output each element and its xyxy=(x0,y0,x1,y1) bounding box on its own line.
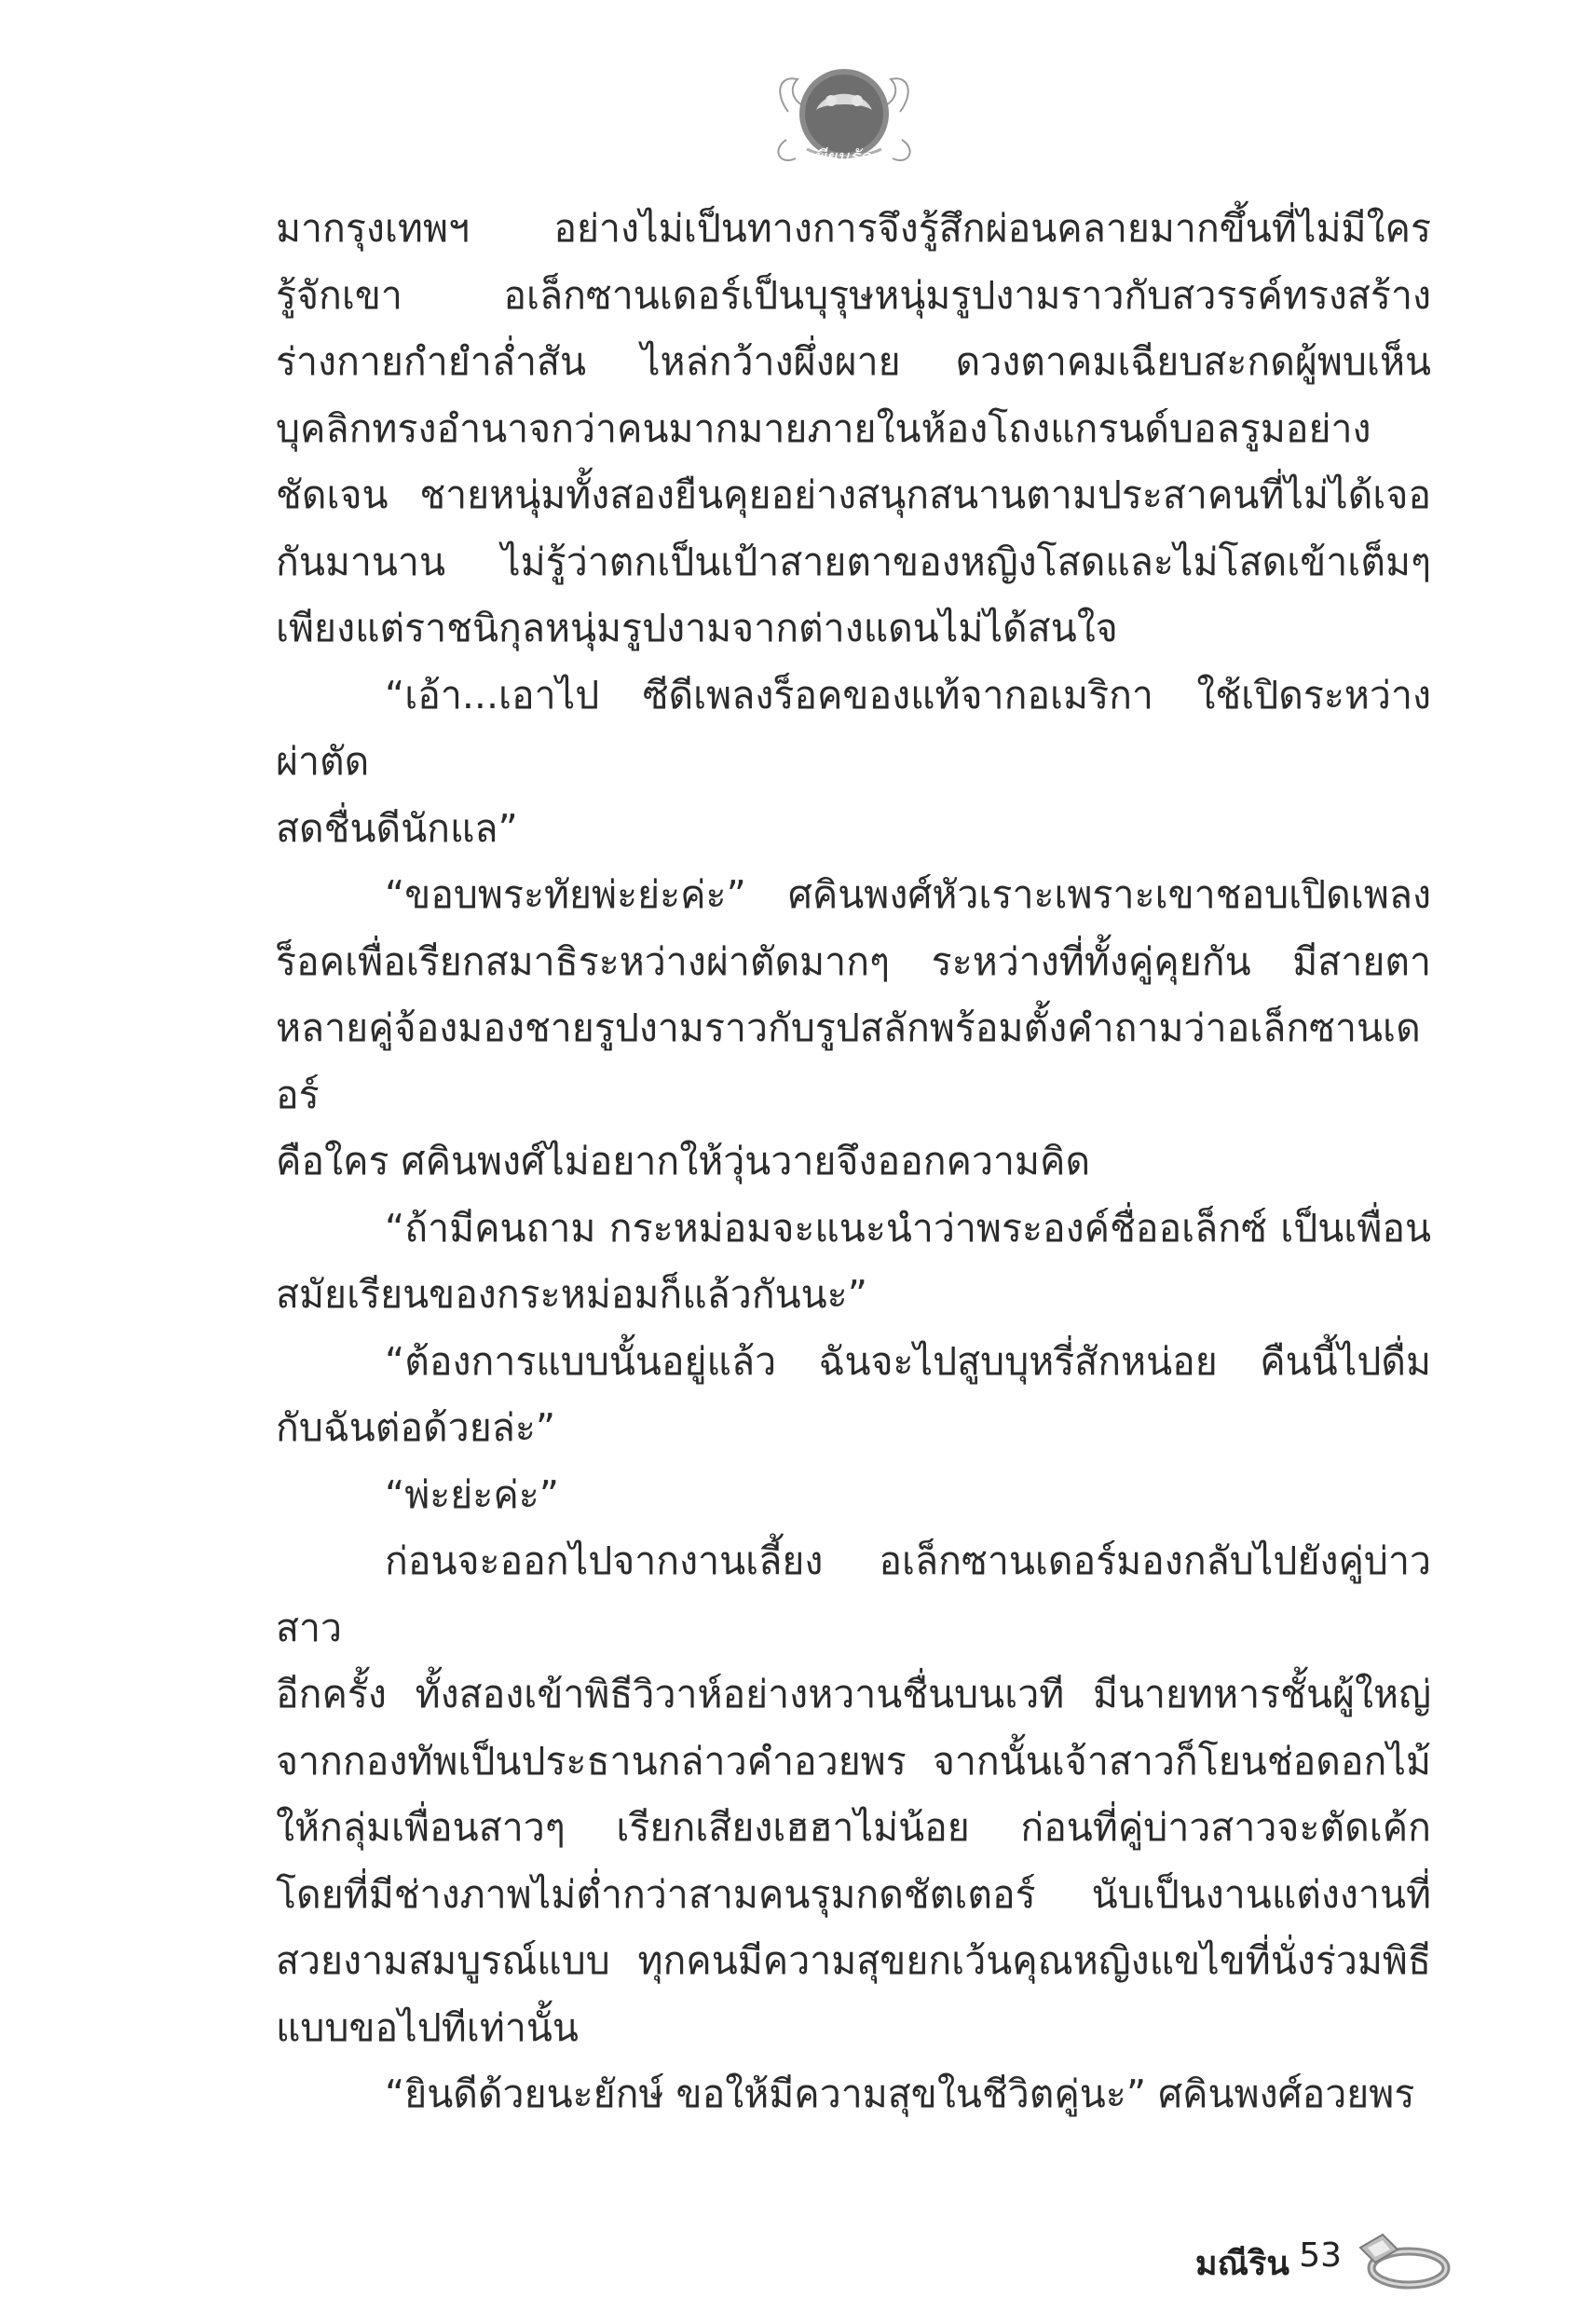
book-title: มณีริน xyxy=(1194,2245,1289,2283)
text-line: สวยงามสมบูรณ์แบบ ทุกคนมีความสุขยกเว้นคุณหญิงแขไขที่นั่งร่วมพิธี xyxy=(276,1938,1431,1983)
text-line: “ต้องการแบบนั้นอยู่แล้ว ฉันจะไปสูบบุหรี่สักหน่อย คืนนี้ไปดื่ม xyxy=(385,1338,1431,1384)
text-line: “ยินดีด้วยนะยักษ์ ขอให้มีความสุขในชีวิตคู่นะ” ศคินพงศ์อวยพร xyxy=(385,2072,1415,2116)
text-line: สดชื่นดีนักแล” xyxy=(276,805,518,851)
body-text xyxy=(276,196,1431,2128)
text-line: “ขอบพระทัยพ่ะย่ะค่ะ” ศคินพงศ์หัวเราะเพราะเขาชอบเปิดเพลง xyxy=(385,872,1431,917)
emblem-label: เพียนรักฯ xyxy=(807,145,881,168)
text-line: กับฉันต่อด้วยล่ะ” xyxy=(276,1405,556,1450)
text-line: แบบขอไปทีเท่านั้น xyxy=(276,2004,579,2050)
text-line: หลายคู่จ้องมองชายรูปงามราวกับรูปสลักพร้อมตั้งคำถามว่าอเล็กซานเดอร์ xyxy=(276,1005,1421,1117)
text-line: “พ่ะย่ะค่ะ” xyxy=(385,1471,560,1517)
text-line: อีกครั้ง ทั้งสองเข้าพิธีวิวาห์อย่างหวานชื่นบนเวที มีนายทหารชั้นผู้ใหญ่ xyxy=(276,1672,1431,1716)
text-line: สมัยเรียนของกระหม่อมก็แล้วกันนะ” xyxy=(276,1272,867,1317)
text-line: ก่อนจะออกไปจากงานเลี้ยง อเล็กซานเดอร์มองกลับไปยังคู่บ่าวสาว xyxy=(276,1538,1431,1650)
text-line: รู้จักเขา อเล็กซานเดอร์เป็นบุรุษหนุ่มรูปงามราวกับสวรรค์ทรงสร้าง xyxy=(276,272,1431,318)
text-line: ให้กลุ่มเพื่อนสาวๆ เรียกเสียงเฮฮาไม่น้อย ก่อนที่คู่บ่าวสาวจะตัดเค้ก xyxy=(276,1805,1431,1850)
text-line: จากกองทัพเป็นประธานกล่าวคำอวยพร จากนั้นเจ้าสาวก็โยนช่อดอกไม้ xyxy=(276,1738,1431,1784)
ornamental-emblem-icon xyxy=(770,56,919,177)
text-line: เพียงแต่ราชนิกุลหนุ่มรูปงามจากต่างแดนไม่ได้สนใจ xyxy=(276,606,1118,650)
text-line: มากรุงเทพฯ อย่างไม่เป็นทางการจึงรู้สึกผ่อนคลายมากขึ้นที่ไม่มีใคร xyxy=(276,206,1431,251)
text-line: “ถ้ามีคนถาม กระหม่อมจะแนะนำว่าพระองค์ชื่ออเล็กซ์ เป็นเพื่อน xyxy=(385,1205,1431,1251)
text-line: “เอ้า...เอาไป ซีดีเพลงร็อคของแท้จากอเมริกา ใช้เปิดระหว่างผ่าตัด xyxy=(276,672,1431,784)
diamond-ring-icon xyxy=(1351,2227,1463,2292)
text-line: โดยที่มีช่างภาพไม่ต่ำกว่าสามคนรุมกดชัตเตอร์ นับเป็นงานแต่งงานที่ xyxy=(276,1871,1431,1917)
page-footer xyxy=(1146,2236,1425,2292)
page-number: 53 xyxy=(1299,2236,1342,2275)
text-line: กันมานาน ไม่รู้ว่าตกเป็นเป้าสายตาของหญิงโสดและไม่โสดเข้าเต็มๆ xyxy=(276,539,1431,584)
text-line: ร็อคเพื่อเรียกสมาธิระหว่างผ่าตัดมากๆ ระหว่างที่ทั้งคู่คุยกัน มีสายตา xyxy=(276,938,1431,984)
text-line: ร่างกายกำยำล่ำสัน ไหล่กว้างผึ่งผาย ดวงตาคมเฉียบสะกดผู้พบเห็น xyxy=(276,339,1431,384)
text-line: บุคลิกทรงอำนาจกว่าคนมากมายภายในห้องโถงแกรนด์บอลรูมอย่าง xyxy=(276,405,1371,451)
text-line: คือใคร ศคินพงศ์ไม่อยากให้วุ่นวายจึงออกความคิด xyxy=(276,1139,1091,1183)
text-line: ชัดเจน ชายหนุ่มทั้งสองยืนคุยอย่างสนุกสนานตามประสาคนที่ไม่ได้เจอ xyxy=(276,472,1431,517)
